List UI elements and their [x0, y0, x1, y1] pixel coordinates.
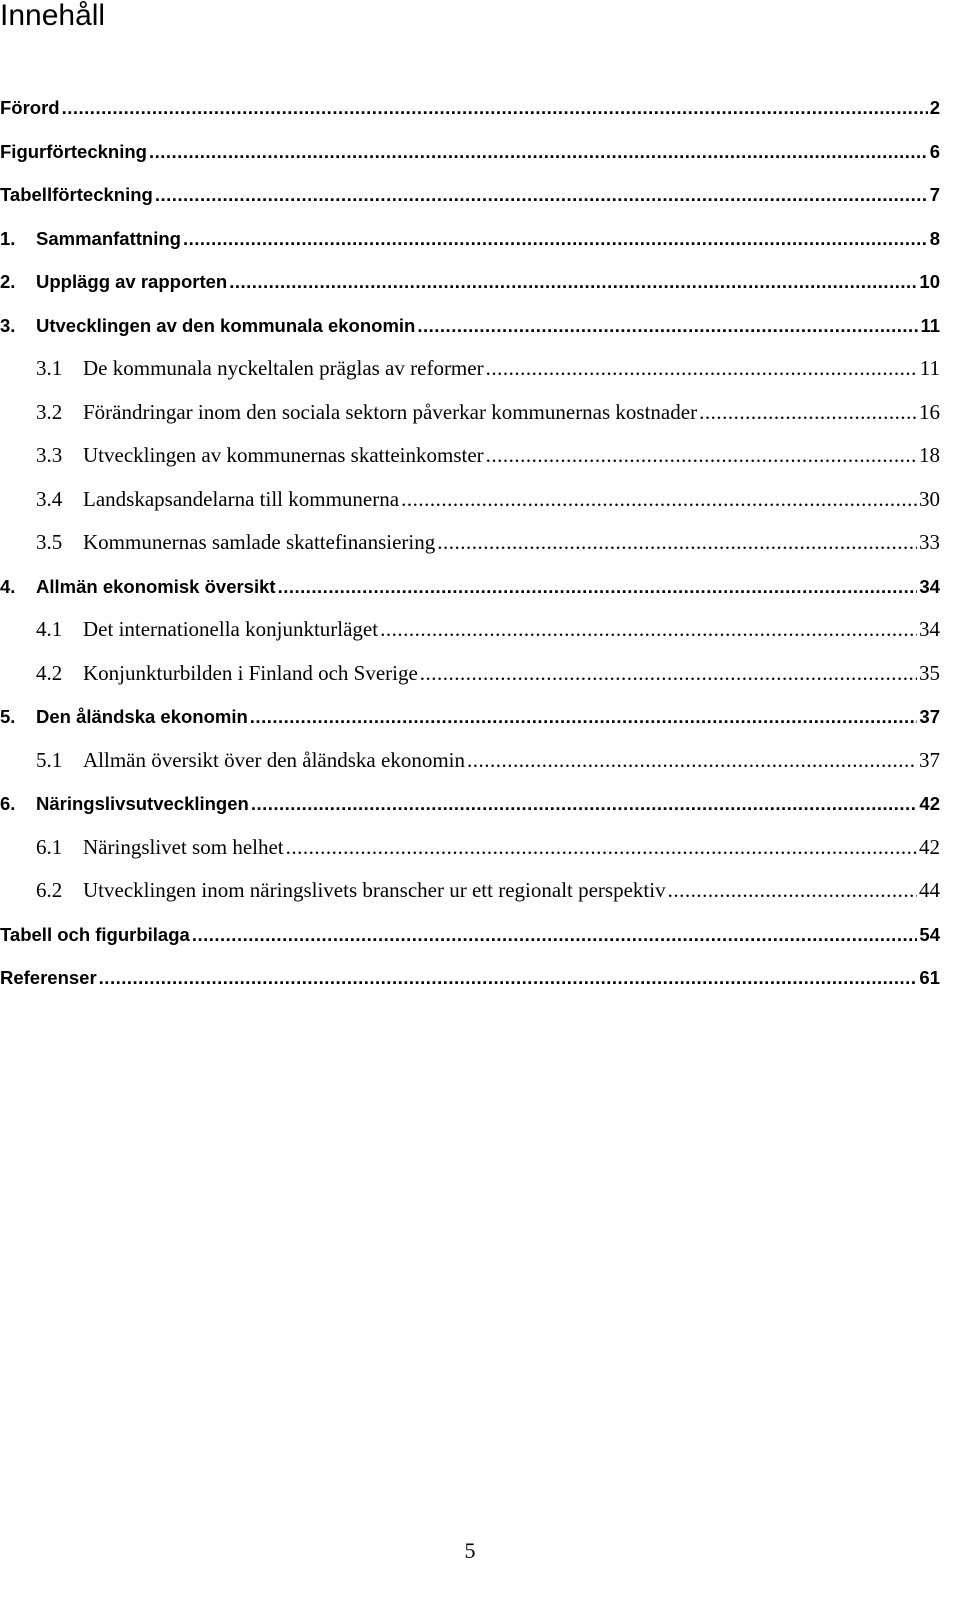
toc-entry-page: 61	[919, 967, 940, 988]
toc-dot-leader	[251, 782, 918, 826]
toc-entry[interactable]	[0, 695, 940, 739]
toc-dot-leader	[278, 565, 918, 609]
toc-dot-leader	[286, 826, 917, 870]
toc-entry-title: Landskapsandelarna till kommunerna	[83, 486, 400, 511]
toc-subentry[interactable]	[0, 739, 940, 783]
toc-subentry[interactable]	[0, 521, 940, 565]
toc-dot-leader	[401, 478, 917, 522]
toc-entry-number: 6.1	[36, 834, 63, 859]
toc-entry-title: Utvecklingen inom näringslivets branscher ur ett regionalt perspektiv	[83, 878, 666, 902]
page-number: 5	[464, 1538, 476, 1563]
toc-entry-page: 18	[919, 443, 940, 467]
toc-entry-page: 7	[929, 184, 940, 205]
toc-entry-title: Referenser	[0, 967, 97, 988]
toc-entry-title: Förändringar inom den sociala sektorn påverkar kommunernas kostnader	[83, 399, 698, 424]
toc-dot-leader	[668, 869, 917, 913]
toc-subentry[interactable]	[0, 434, 940, 478]
toc-entry-number: 5.1	[36, 747, 63, 772]
toc-subentry[interactable]	[0, 652, 940, 696]
toc-subentry[interactable]	[0, 826, 940, 870]
toc-entry-page: 30	[919, 486, 940, 511]
toc-entry-title: Näringslivsutvecklingen	[36, 793, 249, 814]
toc-entry-title: Figurförteckning	[0, 140, 147, 162]
toc-entry[interactable]	[0, 217, 940, 261]
toc-dot-leader	[250, 695, 918, 739]
toc-entry-number: 4.	[0, 575, 16, 597]
toc-entry-title: Kommunernas samlade skattefinansiering	[83, 530, 436, 554]
toc-entry-number: 3.5	[36, 530, 63, 554]
toc-entry-page: 16	[919, 399, 940, 424]
toc-dot-leader	[149, 130, 928, 174]
toc-subentry[interactable]	[0, 608, 940, 652]
toc-entry-page: 37	[919, 747, 940, 772]
toc-entry[interactable]	[0, 304, 940, 348]
toc-subentry[interactable]	[0, 478, 940, 522]
toc-entry[interactable]	[0, 956, 940, 1000]
toc-dot-leader	[229, 260, 917, 304]
toc-subentry[interactable]	[0, 347, 940, 391]
toc-entry[interactable]	[0, 173, 940, 217]
toc-entry-title: De kommunala nyckeltalen präglas av reformer	[83, 356, 484, 380]
toc-entry[interactable]	[0, 260, 940, 304]
toc-entry[interactable]	[0, 130, 940, 174]
toc-entry-page: 35	[919, 660, 940, 685]
toc-dot-leader	[380, 608, 917, 652]
toc-entry-title: Upplägg av rapporten	[36, 271, 228, 292]
toc-entry-title: Utvecklingen av den kommunala ekonomin	[36, 314, 416, 336]
toc-entry-page: 42	[919, 793, 940, 814]
toc-dot-leader	[417, 304, 918, 348]
toc-dot-leader	[486, 347, 918, 391]
toc-entry-number: 3.	[0, 314, 16, 336]
toc-dot-leader	[192, 913, 918, 957]
toc-dot-leader	[437, 521, 917, 565]
toc-entry-title: Konjunkturbilden i Finland och Sverige	[83, 660, 418, 685]
toc-entry-title: Tabell och figurbilaga	[0, 923, 190, 945]
toc-dot-leader	[99, 956, 918, 1000]
table-of-contents	[0, 86, 940, 1000]
toc-entry[interactable]	[0, 782, 940, 826]
toc-dot-leader	[183, 217, 928, 261]
toc-entry-title: Förord	[0, 97, 60, 118]
page-title: Innehåll	[0, 0, 106, 32]
toc-subentry[interactable]	[0, 869, 940, 913]
toc-entry-number: 4.1	[36, 617, 63, 641]
toc-entry-number: 3.2	[36, 399, 63, 424]
toc-dot-leader	[155, 173, 928, 217]
toc-entry-number: 1.	[0, 227, 16, 249]
toc-entry-page: 33	[919, 530, 940, 554]
toc-entry-number: 3.4	[36, 486, 63, 511]
toc-entry-number: 6.	[0, 793, 16, 814]
toc-dot-leader	[62, 86, 928, 130]
toc-entry-number: 4.2	[36, 660, 63, 685]
toc-dot-leader	[467, 739, 917, 783]
toc-dot-leader	[420, 652, 917, 696]
toc-entry[interactable]	[0, 913, 940, 957]
toc-entry-title: Allmän ekonomisk översikt	[36, 575, 276, 597]
toc-entry-number: 6.2	[36, 878, 63, 902]
toc-entry-page: 11	[920, 314, 940, 336]
toc-entry-title: Sammanfattning	[36, 227, 181, 249]
toc-entry-title: Det internationella konjunkturläget	[83, 617, 379, 641]
toc-subentry[interactable]	[0, 391, 940, 435]
toc-entry-page: 42	[919, 834, 940, 859]
toc-entry-title: Den åländska ekonomin	[36, 706, 248, 727]
toc-entry-page: 2	[929, 97, 940, 118]
toc-entry-title: Näringslivet som helhet	[83, 834, 284, 859]
toc-entry-title: Allmän översikt över den åländska ekonomin	[83, 747, 465, 772]
toc-entry-page: 34	[919, 617, 940, 641]
toc-entry-page: 34	[919, 575, 940, 597]
toc-entry-number: 3.3	[36, 443, 63, 467]
toc-entry-page: 6	[929, 140, 940, 162]
toc-dot-leader	[699, 391, 917, 435]
toc-entry[interactable]	[0, 86, 940, 130]
toc-entry-page: 8	[929, 227, 940, 249]
toc-entry-page: 44	[919, 878, 940, 902]
toc-dot-leader	[486, 434, 917, 478]
toc-entry-page: 10	[919, 271, 940, 292]
toc-entry-title: Tabellförteckning	[0, 184, 153, 205]
toc-entry-number: 2.	[0, 271, 16, 292]
toc-entry-page: 54	[919, 923, 940, 945]
toc-entry-title: Utvecklingen av kommunernas skatteinkomster	[83, 443, 484, 467]
toc-entry[interactable]	[0, 565, 940, 609]
toc-entry-number: 5.	[0, 706, 16, 727]
toc-entry-page: 11	[919, 356, 940, 380]
toc-entry-number: 3.1	[36, 356, 63, 380]
toc-entry-page: 37	[919, 706, 940, 727]
